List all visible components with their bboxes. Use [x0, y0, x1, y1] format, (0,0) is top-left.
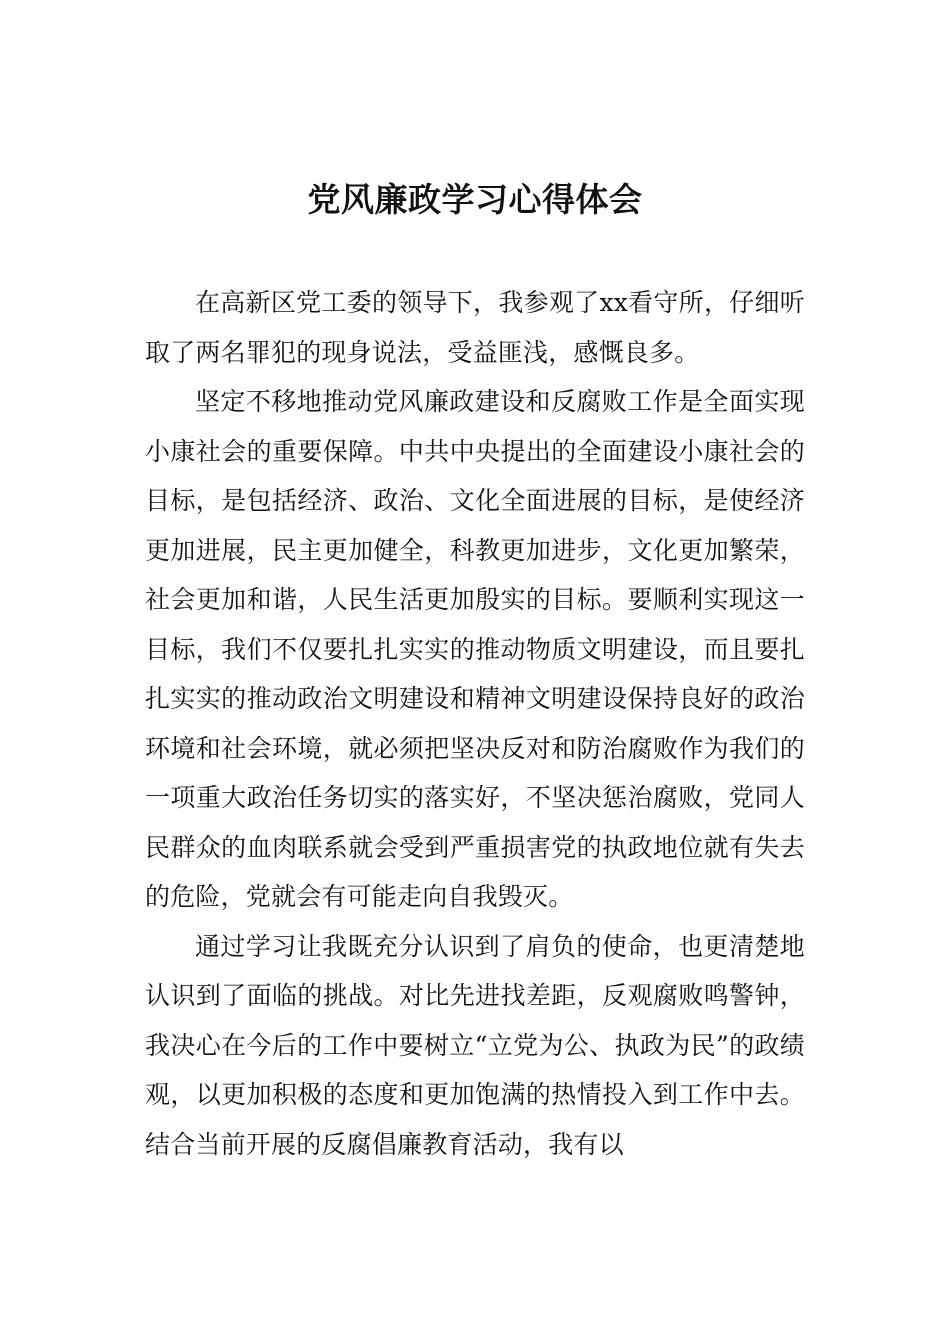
paragraph-visit: 在高新区党工委的领导下，我参观了xx看守所，仔细听取了两名罪犯的现身说法，受益匪浅，感慨良多。 [145, 288, 805, 367]
paragraph-anti-corruption: 坚定不移地推动党风廉政建设和反腐败工作是全面实现小康社会的重要保障。中共中央提出的全面建设小康社会的目标，是包括经济、政治、文化全面进展的目标，是使经济更加进展，民主更加健全，科教更加进步，文化更加繁荣，社会更加和谐，人民生活更加殷实的目标。要顺利实现这一目标，我们不仅要扎扎实实的推动物质文明建设，而且要扎扎实实的推动政治文明建设和精神文明建设保持良好的政治环境和社会环境，就必须把坚决反对和防治腐败作为我们的一项重大政治任务切实的落实好，不坚决惩治腐败，党同人民群众的血肉联系就会受到严重损害党的执政地位就有失去的危险，党就会有可能走向自我毁灭。 [145, 387, 805, 911]
paragraph-reflection: 通过学习让我既充分认识到了肩负的使命，也更清楚地认识到了面临的挑战。对比先进找差距，反观腐败鸣警钟，我决心在今后的工作中要树立“立党为公、执政为民”的政绩观，以更加积极的态度和更加饱满的热情投入到工作中去。结合当前开展的反腐倡廉教育活动，我有以 [145, 931, 805, 1159]
document-title: 党风廉政学习心得体会 [307, 180, 643, 219]
document-body [145, 278, 805, 1169]
